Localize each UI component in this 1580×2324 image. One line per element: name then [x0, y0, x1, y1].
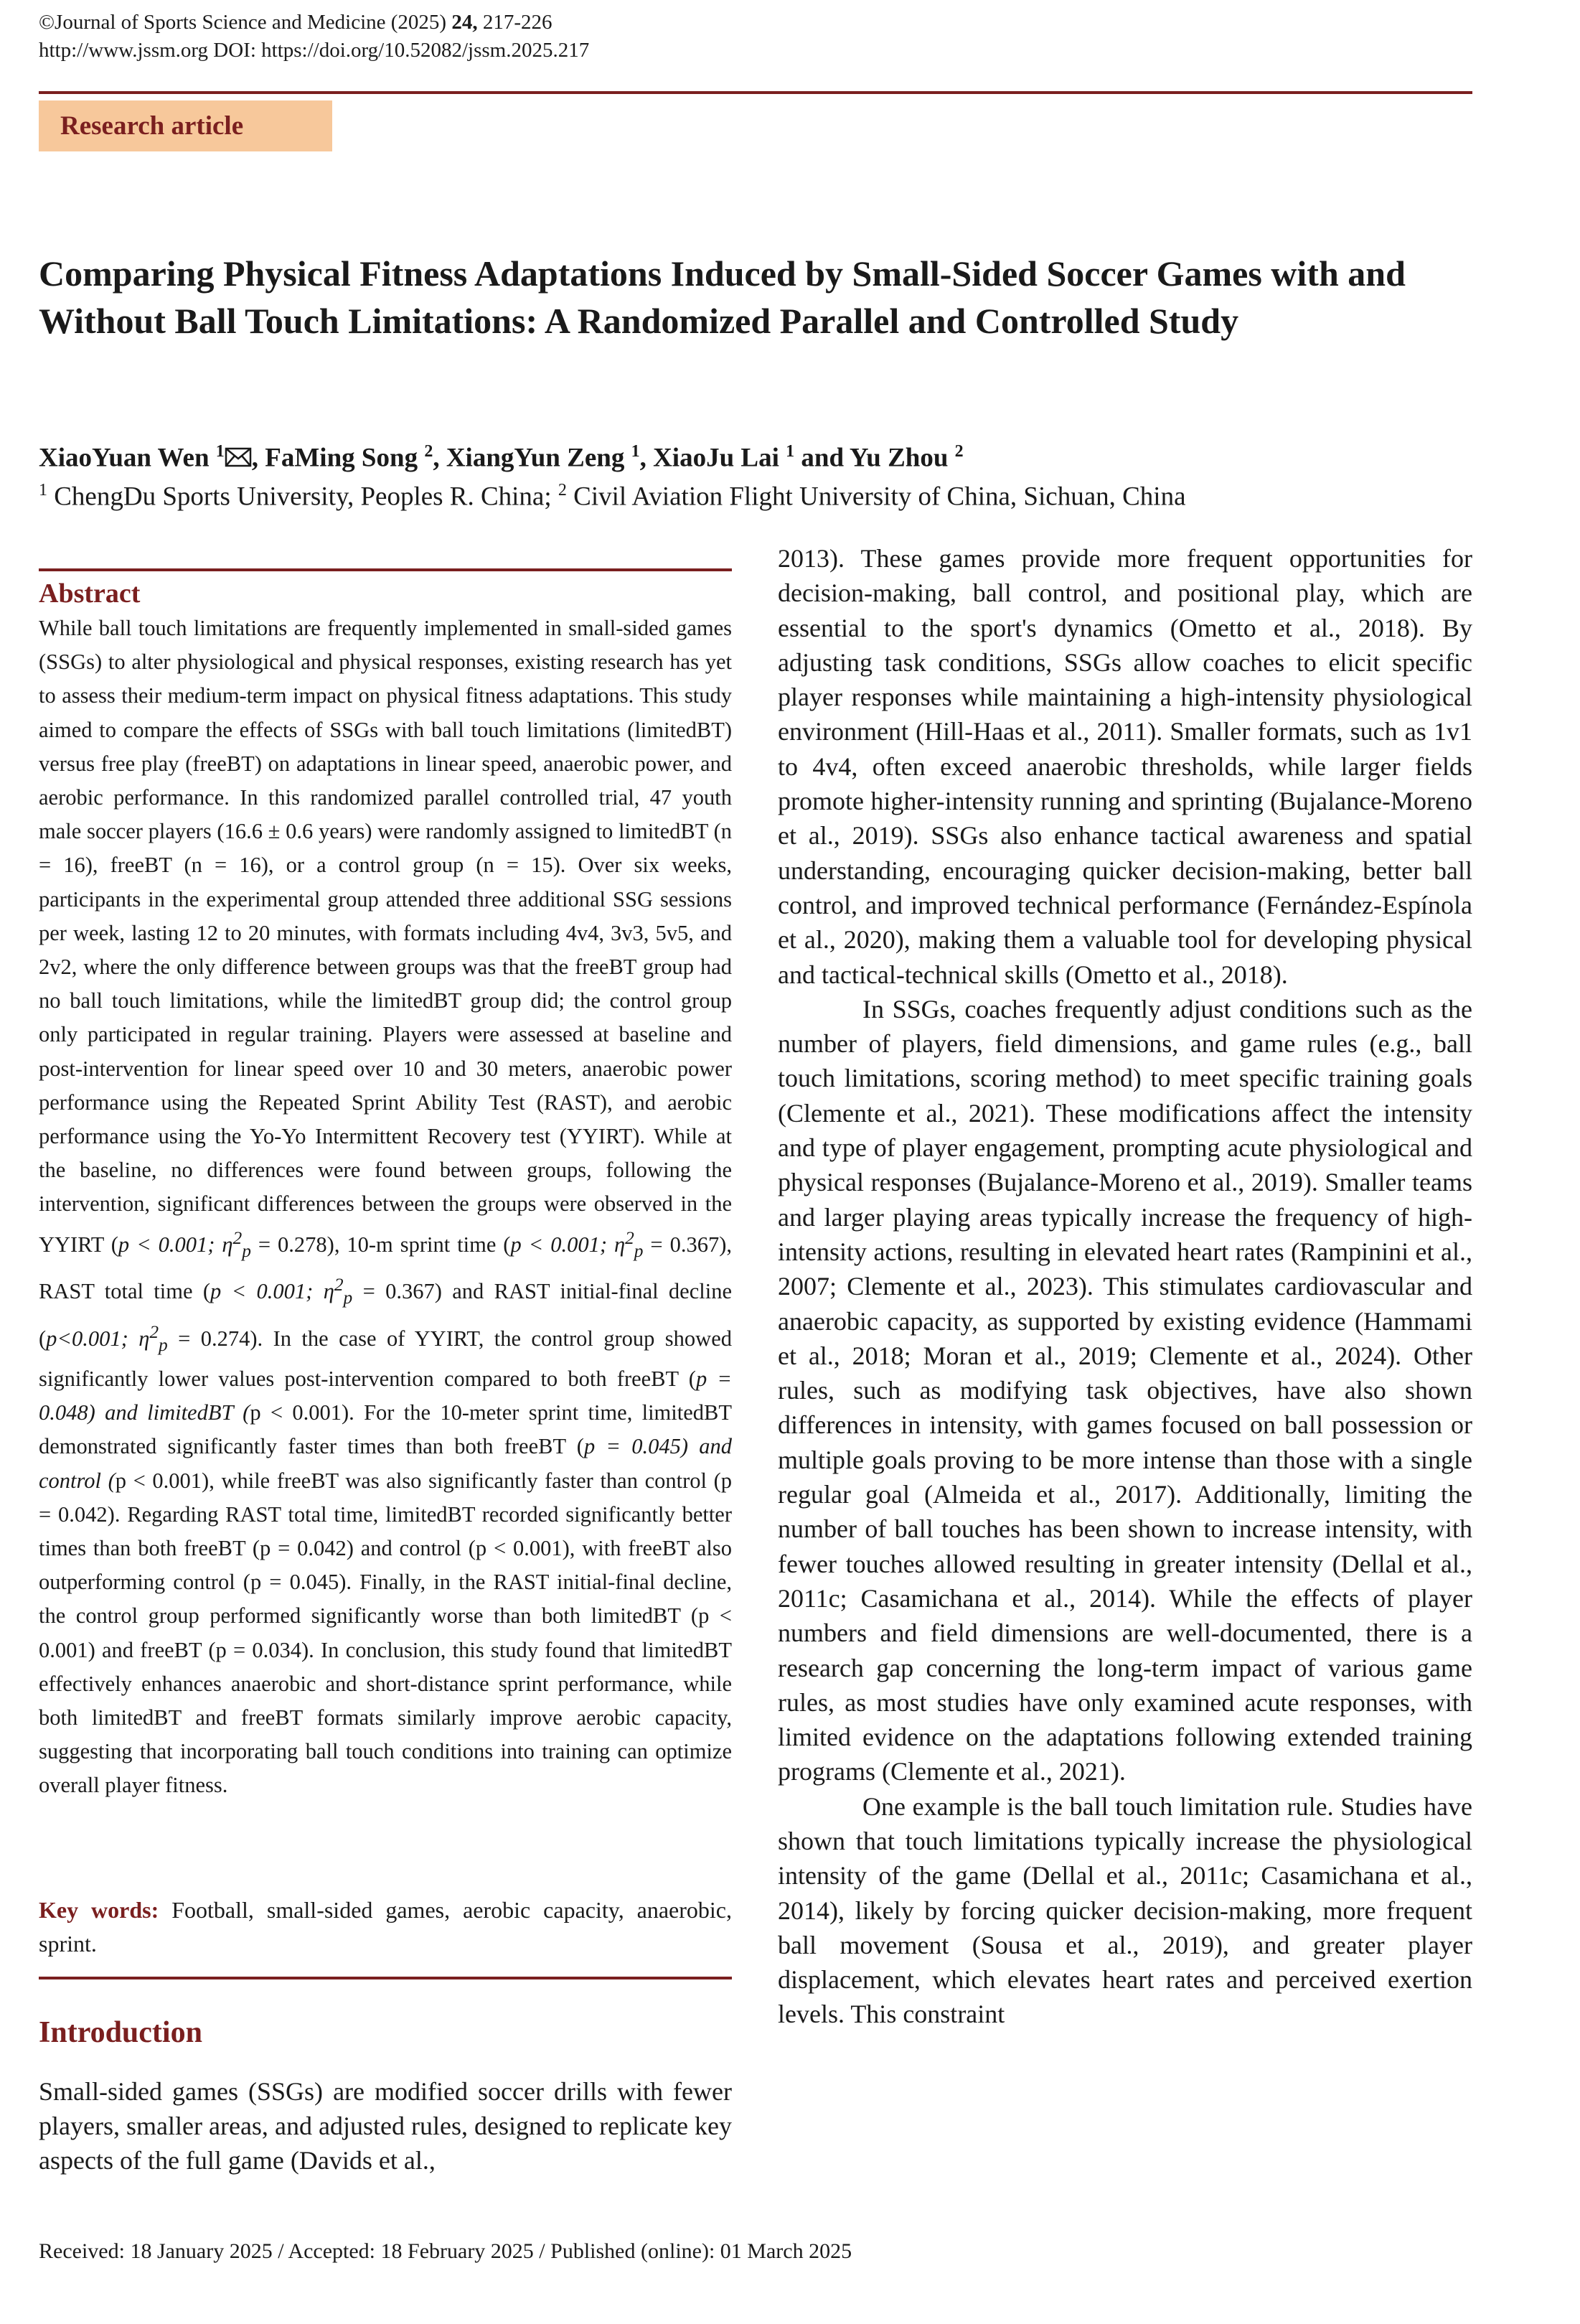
author-list: XiaoYuan Wen $^1$ , FaMing Song $^2$, XiangYun Zeng $^1$, XiaoJu Lai $^1$ and Yu Zhou $^2$: [39, 442, 964, 473]
author-name: XiaoJu Lai: [653, 443, 779, 473]
volume: 24,: [451, 11, 478, 34]
paragraph: 2013). These games provide more frequent opportunities for decision-making, ball control, and positional play, which are essential to the sport's dynamics (Ometto et al., 2018). By adjusting task conditions, SSGs allow coaches to elicit specific player responses while maintaining a high-intensity physiological environment (Hill-Haas et al., 2011). Smaller formats, such as 1v1 to 4v4, often exceed anaerobic thresholds, while larger fields promote higher-intensity running and sprinting (Bujalance-Moreno et al., 2019). SSGs also enhance tactical awareness and spatial understanding, encouraging quicker decision-making, better ball control, and improved technical performance (Fernández-Espínola et al., 2020), making them a valuable tool for developing physical and tactical-technical skills (Ometto et al., 2018).: [778, 544, 1472, 989]
paragraph: In SSGs, coaches frequently adjust conditions such as the number of players, field dimensions, and game rules (e.g., ball touch limitations, scoring method) to meet specific training goals (Clemente et al., 2021). These modifications affect the intensity and type of player engagement, prompting acute physiological and physical responses (Bujalance-Moreno et al., 2019). Smaller teams and larger playing areas typically increase the frequency of high-intensity actions, resulting in elevated heart rates (Rampinini et al., 2007; Clemente et al., 2023). This stimulates cardiovascular and anaerobic capacity, as supported by existing evidence (Hammami et al., 2018; Moran et al., 2019; Clemente et al., 2024). Other rules, such as modifying task objectives, have also shown differences in intensity, with games focused on ball possession or multiple goals proving to be more intense than those with a single regular goal (Almeida et al., 2017). Additionally, limiting the number of ball touches has been shown to increase intensity, with fewer touches allowed resulting in greater intensity (Dellal et al., 2011c; Casamichana et al., 2014). While the effects of player numbers and field dimensions are well-documented, there is a research gap concerning the long-term impact of various game rules, as most studies have only examined acute responses, with limited evidence on the adaptations following extended training programs (Clemente et al., 2021).: [778, 994, 1472, 1786]
journal-header: [39, 9, 589, 65]
keywords-text: Football, small-sided games, aerobic capacity, anaerobic, sprint.: [39, 1897, 733, 1957]
article-type-badge: Research article: [39, 100, 332, 151]
envelope-icon[interactable]: [225, 447, 252, 467]
author-name: FaMing Song: [265, 443, 418, 473]
author-affiliation-mark: 1: [215, 442, 225, 461]
author-name: XiaoYuan Wen: [39, 443, 210, 473]
abstract-text: While ball touch limitations are frequently implemented in small-sided games (SSGs) to alter physiological and physical responses, existing research has yet to assess their medium-term impact on physical fitness adaptations. This study aimed to compare the effects of SSGs with ball touch limitations (limitedBT) versus free play (freeBT) on adaptations in linear speed, anaerobic power, and aerobic performance. In this randomized parallel controlled trial, 47 youth male soccer players (16.6 ± 0.6 years) were randomly assigned to limitedBT (n = 16), freeBT (n = 16), or a control group (n = 15). Over six weeks, participants in the experimental group attended three additional SSG sessions per week, lasting 12 to 20 minutes, with formats including 4v4, 3v3, 5v5, and 2v2, where the only difference between groups was that the freeBT group had no ball touch limitations, while the limitedBT group did; the control group only participated in regular training. Players were assessed at baseline and post-intervention for linear speed over 10 and 30 meters, anaerobic power performance using the Repeated Sprint Ability Test (RAST), and aerobic performance using the Yo-Yo Intermittent Recovery test (YYIRT). While at the baseline, no differences were found between groups, following the intervention, significant differences between the groups were observed in the YYIRT (p < 0.001; $\eta^2_p = 0.278$), 10-m sprint time (p < 0.001; $\eta^2_p = 0.367$), RAST total time (p < 0.001; $\eta^2_p = 0.367$) and RAST initial-final decline (p<0.001; $\eta^2_p = 0.274$). In the case of YYIRT, the control group showed significantly lower values post-intervention compared to both freeBT (p = 0.048) and limitedBT (p < 0.001). For the 10-meter sprint time, limitedBT demonstrated significantly faster times than both freeBT (p = 0.045) and control (p < 0.001), while freeBT was also significantly faster than control (p = 0.042). Regarding RAST total time, limitedBT recorded significantly better times than both freeBT (p = 0.042) and control (p < 0.001), with freeBT also outperforming control (p = 0.045). Finally, in the RAST initial-final decline, the control group performed significantly worse than both limitedBT (p < 0.001) and freeBT (p = 0.034). In conclusion, this study found that limitedBT effectively enhances anaerobic and short-distance sprint performance, while both limitedBT and freeBT formats similarly improve aerobic capacity, suggesting that incorporating ball touch conditions into training can optimize overall player fitness.: [39, 616, 733, 1798]
paragraph: One example is the ball touch limitation rule. Studies have shown that touch limitations typically increase the physiological intensity of the game (Dellal et al., 2011c; Casamichana et al., 2014), likely by forcing quicker decision-making, more frequent ball movement (Sousa et al., 2019), and greater player displacement, which elevates heart rates and perceived exertion levels. This constraint: [778, 1791, 1472, 2029]
eta-symbol: $\eta^2_p$: [222, 1227, 251, 1261]
introduction-paragraph: Small-sided games (SSGs) are modified soccer drills with fewer players, smaller areas, and adjusted rules, designed to replicate key aspects of the full game (Davids et al.,: [39, 2077, 732, 2175]
eta-symbol: $\eta^2_p$: [613, 1227, 644, 1261]
author-name: Yu Zhou: [849, 443, 949, 473]
abstract-heading: Abstract: [39, 578, 141, 609]
author-name: XiangYun Zeng: [446, 443, 625, 473]
eta-symbol: $\eta^2_p$: [323, 1275, 353, 1308]
journal-doi[interactable]: http://www.jssm.org DOI: https://doi.org/10.52082/jssm.2025.217: [39, 39, 590, 62]
author-affiliation-mark: 2: [954, 442, 964, 461]
author-affiliation-mark: 1: [631, 442, 640, 461]
publication-dates: Received: 18 January 2025 / Accepted: 18 February 2025 / Published (online): 01 March 2025: [39, 2239, 852, 2263]
body-text-right-column: [778, 541, 1472, 2032]
abstract-top-divider: [39, 568, 732, 571]
author-affiliation-mark: 1: [786, 442, 795, 461]
keywords: [39, 1893, 732, 1961]
journal-citation: ©Journal of Sports Science and Medicine (2025) 24, 217-226: [39, 11, 552, 34]
article-title: Comparing Physical Fitness Adaptations Induced by Small-Sided Soccer Games with and Without Ball Touch Limitations: A Randomized Parallel and Controlled Study: [39, 253, 1406, 341]
eta-symbol: $\eta^2_p$: [138, 1321, 168, 1355]
introduction-heading: Introduction: [39, 2016, 202, 2049]
page-range: 217-226: [477, 11, 552, 34]
affiliations: $^1$ ChengDu Sports University, Peoples R. China; $^2$ Civil Aviation Flight University of China, Sichuan, China: [39, 481, 1186, 512]
keywords-bottom-divider: [39, 1977, 732, 1979]
author-affiliation-mark: 2: [424, 442, 433, 461]
keywords-label: Key words:: [39, 1897, 159, 1923]
header-divider: [39, 91, 1472, 94]
